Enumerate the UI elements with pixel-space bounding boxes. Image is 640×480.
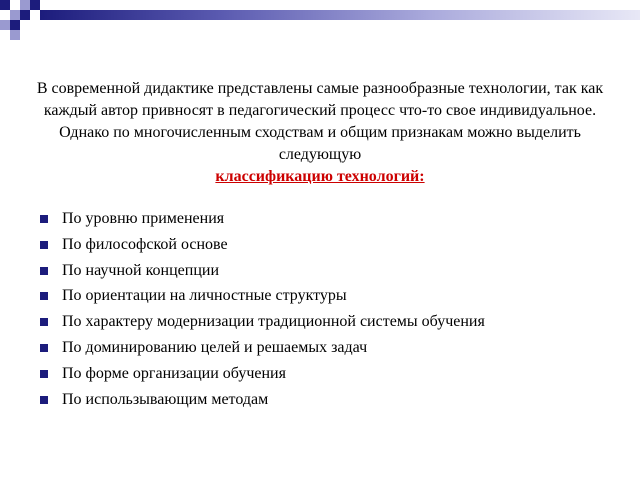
list-item-label: По характеру модернизации традиционной системы обучения — [62, 313, 485, 331]
list-item-label: По доминированию целей и решаемых задач — [62, 338, 368, 356]
classification-list — [40, 207, 485, 413]
list-item — [40, 259, 485, 285]
decor-square — [0, 20, 10, 30]
intro-paragraph — [30, 78, 610, 188]
list-item-label: По ориентации на личностные структуры — [62, 287, 347, 305]
list-item — [40, 233, 485, 259]
square-bullet-icon — [40, 215, 48, 223]
decor-square — [10, 20, 20, 30]
list-item-label: По форме организации обучения — [62, 364, 286, 382]
list-item-label: По уровню применения — [62, 210, 225, 227]
square-bullet-icon — [40, 344, 48, 352]
decor-square — [20, 0, 30, 10]
header-gradient-band — [40, 10, 640, 20]
list-item — [40, 388, 485, 414]
square-bullet-icon — [40, 292, 48, 300]
square-bullet-icon — [40, 370, 48, 378]
square-bullet-icon — [40, 396, 48, 404]
intro-text: В современной дидактике представлены самые разнообразные технологии, так как каждый автор привносят в педагогический процесс что-то свое индивидуальное. Однако по многочисленным сходствам и общим признакам можно выделить следующую — [36, 80, 604, 163]
square-bullet-icon — [40, 241, 48, 249]
decor-square — [20, 10, 30, 20]
decor-square — [10, 10, 20, 20]
list-item-label: По научной концепции — [62, 261, 220, 279]
list-item — [40, 207, 485, 233]
list-item — [40, 284, 485, 310]
header-decoration — [0, 0, 640, 40]
list-item — [40, 310, 485, 336]
square-bullet-icon — [40, 318, 48, 326]
square-bullet-icon — [40, 267, 48, 275]
decor-square — [10, 30, 20, 40]
classification-heading: классификацию технологий: — [215, 168, 425, 185]
list-item — [40, 362, 485, 388]
list-item — [40, 336, 485, 362]
list-item-label: По использывающим методам — [62, 390, 269, 408]
decor-square — [30, 0, 40, 10]
decor-square — [0, 0, 10, 10]
list-item-label: По философской основе — [62, 235, 228, 253]
